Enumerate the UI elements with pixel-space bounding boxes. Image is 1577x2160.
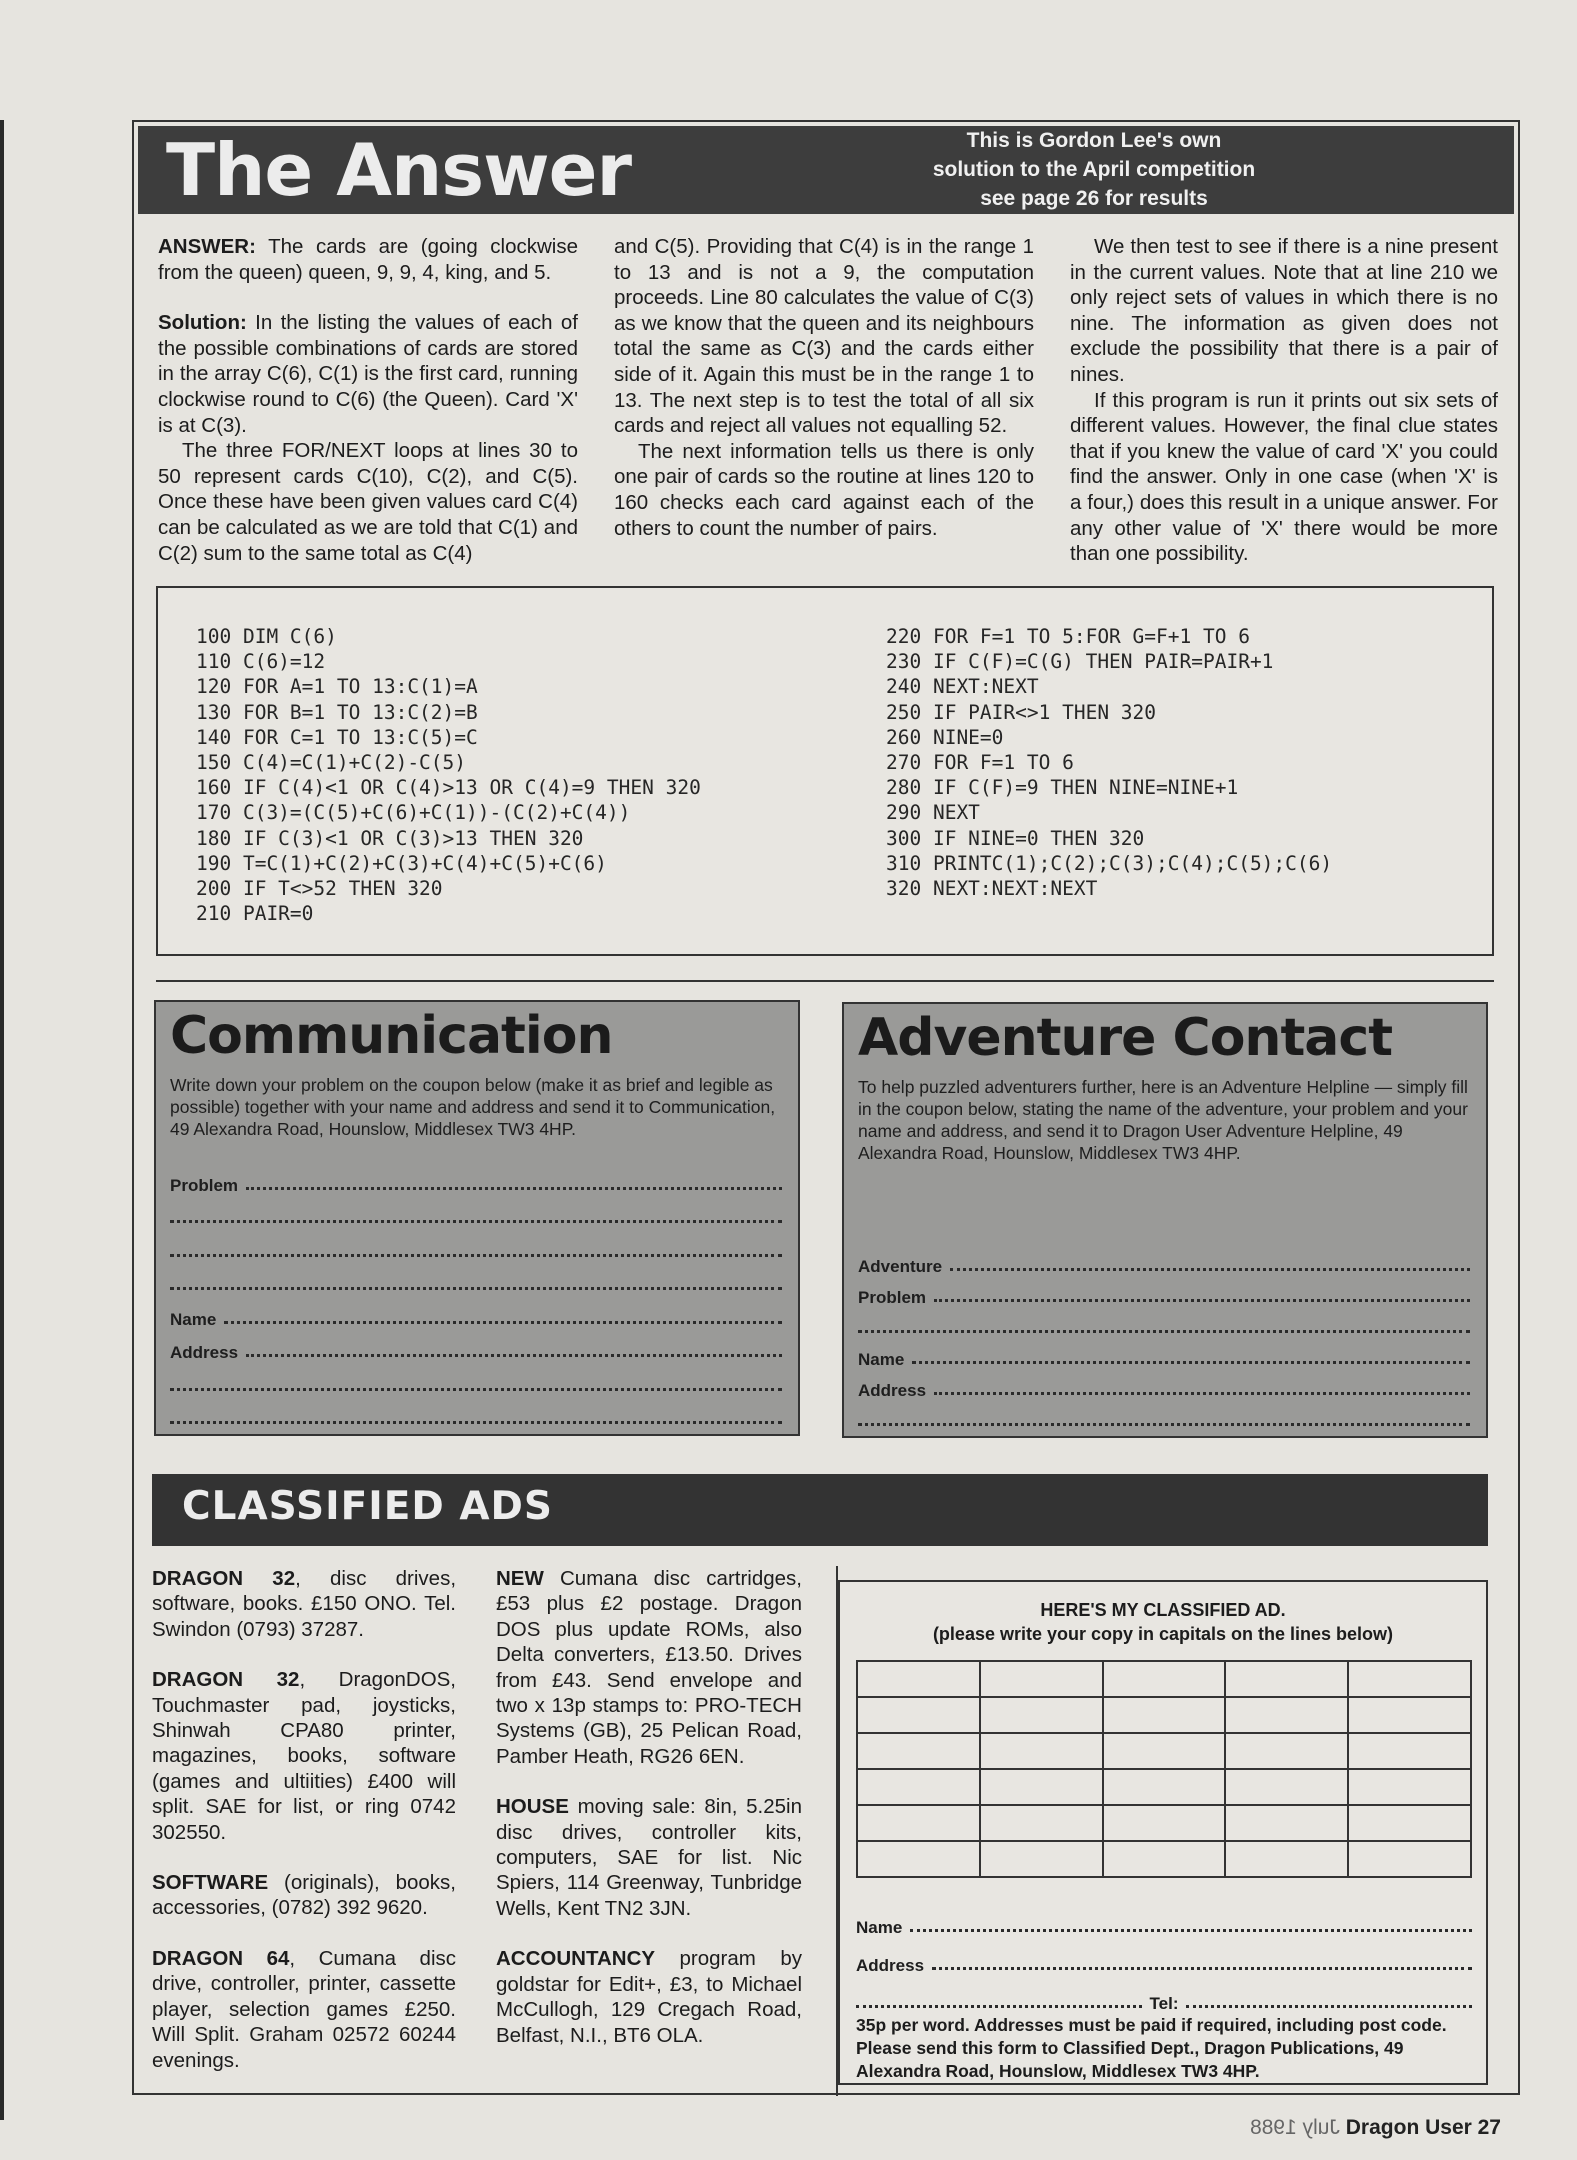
problem-field[interactable] <box>170 1162 782 1196</box>
word-cell[interactable] <box>1348 1805 1471 1841</box>
address-label: Address <box>856 1956 925 1975</box>
word-cell[interactable] <box>1225 1841 1348 1877</box>
word-cell[interactable] <box>1103 1805 1226 1841</box>
communication-coupon <box>154 1000 800 1436</box>
tel-label: Tel: <box>1149 1994 1179 2013</box>
problem-line[interactable] <box>170 1229 782 1263</box>
answer-header <box>138 126 1514 214</box>
dotted-line <box>934 1392 1470 1395</box>
classified-header <box>152 1474 1488 1546</box>
name-field[interactable] <box>856 1900 1472 1938</box>
dotted-line <box>246 1187 782 1190</box>
address-label: Address <box>858 1381 927 1400</box>
name-field[interactable] <box>858 1339 1470 1370</box>
subtitle-line: see page 26 for results <box>980 187 1208 210</box>
dotted-line <box>858 1330 1470 1333</box>
name-label: Name <box>856 1918 903 1937</box>
word-cell[interactable] <box>1103 1733 1226 1769</box>
loops-paragraph: The three FOR/NEXT loops at lines 30 to 50 represent cards C(10), C(2), and C(5). Once these have been given values card C(4) can be calculated as we are told that C(1) and C(2) sum to the same total as C(4) <box>158 439 578 565</box>
word-cell[interactable] <box>1348 1733 1471 1769</box>
subtitle-line: This is Gordon Lee's own <box>966 129 1222 152</box>
ad-text: moving sale: 8in, 5.25in disc drives, controller kits, computers, SAE for list. Nic Spiers, 114 Greenway, Tunbridge Wells, Kent TN2 3JN. <box>496 1795 802 1920</box>
ad-lead: HOUSE <box>496 1795 569 1819</box>
ad-lead: ACCOUNTANCY <box>496 1947 656 1971</box>
word-cell[interactable] <box>1348 1661 1471 1697</box>
address-line[interactable] <box>858 1401 1470 1432</box>
address-label: Address <box>170 1343 239 1362</box>
section-divider <box>156 980 1494 982</box>
nine-paragraph: We then test to see if there is a nine present in the current values. Note that at line 210 we only reject sets of values in which there is no nine. The information as given does not exclude the possibility that there is a pair of nines. <box>1070 235 1498 386</box>
classified-ad <box>152 1566 456 1642</box>
word-cell[interactable] <box>1103 1841 1226 1877</box>
ads-column-2 <box>496 1566 802 2073</box>
word-cell[interactable] <box>980 1841 1103 1877</box>
classified-ad <box>496 1794 802 1921</box>
dotted-line <box>170 1421 782 1424</box>
word-cell[interactable] <box>980 1733 1103 1769</box>
answer-subtitle <box>914 126 1274 213</box>
ad-text: , Cumana disc drive, controller, printer, cassette player, selection games £250. Will Split. Graham 02572 60244 evenings. <box>152 1946 457 2072</box>
dotted-line <box>170 1287 782 1290</box>
ad-text: (originals), books, accessories, (0782) 392 9620. <box>152 1871 456 1920</box>
adventure-field[interactable] <box>858 1246 1470 1277</box>
word-cell[interactable] <box>857 1733 980 1769</box>
word-cell[interactable] <box>1225 1697 1348 1733</box>
word-cell[interactable] <box>857 1841 980 1877</box>
ad-text: , disc drives, software, books. £150 ONO. Tel. Swindon (0793) 37287. <box>152 1567 457 1641</box>
page-edge <box>0 120 4 2120</box>
answer-column-3 <box>1070 234 1498 567</box>
name-label: Name <box>858 1350 905 1369</box>
problem-label: Problem <box>170 1175 239 1195</box>
ad-text: Cumana disc cartridges, £53 plus £2 postage. Dragon DOS plus update ROMs, also Delta converters, £13.50. Drives from £43. Send envelope and two x 13p stamps to: PRO-TECH Systems (GB), 25 Pelican Road, Pamber Heath, RG26 6EN. <box>496 1567 802 1768</box>
classified-ad <box>496 1946 802 2048</box>
dotted-line <box>246 1354 782 1357</box>
classified-ad <box>152 1946 456 2073</box>
word-cell[interactable] <box>857 1769 980 1805</box>
classified-ad <box>152 1870 456 1921</box>
adventure-coupon <box>842 1002 1488 1438</box>
order-heading: HERE'S MY CLASSIFIED AD. <box>1040 1600 1286 1620</box>
dotted-line <box>932 1967 1472 1970</box>
dotted-line <box>934 1299 1470 1302</box>
answer-column-2 <box>614 234 1034 541</box>
name-label: Name <box>170 1309 217 1329</box>
dotted-line <box>224 1321 782 1324</box>
ad-lead: DRAGON 32 <box>152 1567 296 1590</box>
solution-text: In the listing the values of each of the possible combinations of cards are stored in the array C(6), C(1) is the first card, running clockwise round to C(6) (the Queen). Card 'X' is at C(3). <box>158 311 578 437</box>
problem-line[interactable] <box>858 1308 1470 1339</box>
word-cell[interactable] <box>1348 1841 1471 1877</box>
program-listing <box>156 586 1494 956</box>
ad-lead: DRAGON 32 <box>152 1668 300 1692</box>
communication-fields <box>170 1162 782 1430</box>
word-cell[interactable] <box>1225 1661 1348 1697</box>
word-cell[interactable] <box>1225 1769 1348 1805</box>
word-cell[interactable] <box>980 1769 1103 1805</box>
folio: Dragon User 27 <box>1345 2116 1501 2139</box>
dotted-line <box>858 1423 1470 1426</box>
address-field[interactable] <box>858 1370 1470 1401</box>
word-cell[interactable] <box>980 1805 1103 1841</box>
dotted-line <box>912 1361 1470 1364</box>
adventure-title: Adventure Contact <box>858 1008 1393 1068</box>
dotted-line <box>1186 2005 1472 2008</box>
address-line[interactable] <box>170 1397 782 1431</box>
dotted-line <box>170 1388 782 1391</box>
adventure-fields <box>858 1246 1470 1432</box>
communication-description: Write down your problem on the coupon below (make it as brief and legible as possible) together with your name and address and send it to Communication, 49 Alexandra Road, Hounslow, Middlesex TW3 4HP. <box>170 1075 776 1139</box>
word-cell[interactable] <box>980 1697 1103 1733</box>
classified-ad <box>152 1667 456 1845</box>
answer-columns <box>158 234 1498 574</box>
classified-order-form <box>838 1580 1488 2085</box>
pairs-paragraph: The next information tells us there is only one pair of cards so the routine at lines 120 to 160 checks each card against each of the others to count the number of pairs. <box>614 439 1034 540</box>
classified-ad <box>496 1566 802 1769</box>
ad-lead: SOFTWARE <box>152 1871 269 1895</box>
communication-title: Communication <box>170 1006 613 1066</box>
solution-lead: Solution: <box>158 311 247 335</box>
page-footer <box>1250 2116 1501 2140</box>
ad-lead: NEW <box>496 1567 544 1590</box>
answer-column-1 <box>158 234 578 566</box>
answer-title: The Answer <box>166 128 631 212</box>
subtitle-line: solution to the April competition <box>932 158 1256 181</box>
word-cell[interactable] <box>857 1697 980 1733</box>
dotted-line <box>170 1220 782 1223</box>
word-cell[interactable] <box>1225 1805 1348 1841</box>
ad-text: , DragonDOS, Touchmaster pad, joysticks, Shinwah CPA80 printer, magazines, books, software (games and ultiities) £400 will split. SAE for list, or ring 0742 302550. <box>152 1668 457 1844</box>
word-cell[interactable] <box>980 1661 1103 1697</box>
order-note: 35p per word. Addresses must be paid if required, including post code. Please send this form to Classified Dept., Dragon Publications, 49 Alexandra Road, Hounslow, Middlesex TW3 4HP. <box>856 2015 1447 2081</box>
order-subheading: (please write your copy in capitals on the lines below) <box>932 1624 1394 1644</box>
problem-line[interactable] <box>170 1263 782 1297</box>
word-cell[interactable] <box>857 1661 980 1697</box>
problem-field[interactable] <box>858 1277 1470 1308</box>
word-cell[interactable] <box>1103 1769 1226 1805</box>
answer-lead: ANSWER: <box>158 235 256 258</box>
ad-text: program by goldstar for Edit+, £3, to Michael McCullogh, 129 Cregach Road, Belfast, N.I., BT6 OLA. <box>496 1947 802 2047</box>
ad-lead: DRAGON 64 <box>152 1946 290 1970</box>
word-grid <box>856 1660 1472 1878</box>
word-cell[interactable] <box>1103 1697 1226 1733</box>
answer-paragraph <box>158 234 578 285</box>
order-fields <box>856 1900 1472 2014</box>
order-form-heading <box>840 1598 1486 1646</box>
dotted-line <box>910 1929 1472 1932</box>
word-cell[interactable] <box>1348 1697 1471 1733</box>
classified-title: CLASSIFIED ADS <box>182 1484 553 1529</box>
problem-line[interactable] <box>170 1196 782 1230</box>
dotted-line <box>856 2005 1142 2008</box>
word-cell[interactable] <box>1348 1769 1471 1805</box>
problem-label: Problem <box>858 1288 927 1307</box>
word-cell[interactable] <box>1103 1661 1226 1697</box>
dotted-line <box>950 1268 1470 1271</box>
word-cell[interactable] <box>1225 1733 1348 1769</box>
result-paragraph: If this program is run it prints out six sets of different values. However, the final clue states that if you knew the value of card 'X' you could find the answer. Only in one case (when 'X' is a four,) does this result in a unique answer. For any other value of 'X' there would be more than one possibility. <box>1070 388 1498 566</box>
bleed-through-text: July 1988 <box>1249 2116 1340 2139</box>
address-field[interactable] <box>856 1938 1472 1976</box>
dotted-line <box>170 1254 782 1257</box>
listing-left: 100 DIM C(6) 110 C(6)=12 120 FOR A=1 TO 13:C(1)=A 130 FOR B=1 TO 13:C(2)=B 140 FOR C=1 TO 13:C(5)=C 150 C(4)=C(1)+C(2)-C(5) 160 IF C(4)<1 OR C(4)>13 OR C(4)=9 THEN 320 170 C(3)=(C(5)+C(6)+C(1))-(C(2)+C(4)) 180 IF C(3)<1 OR C(3)>13 THEN 320 190 T=C(1)+C(2)+C(3)+C(4)+C(5)+C(6) 200 IF T<>52 THEN 320 210 PAIR=0 <box>196 625 701 926</box>
word-cell[interactable] <box>857 1805 980 1841</box>
adventure-label: Adventure <box>858 1257 943 1276</box>
range-paragraph: and C(5). Providing that C(4) is in the range 1 to 13 and is not a 9, the computation proceeds. Line 80 calculates the value of C(3) as we know that the queen and its neighbours total the same as C(3) and the cards either side of it. Again this must be in the range 1 to 13. The next step is to test the total of all six cards and reject all values not equalling 52. <box>614 235 1034 438</box>
address-field[interactable] <box>170 1330 782 1364</box>
name-field[interactable] <box>170 1296 782 1330</box>
address-line[interactable] <box>170 1363 782 1397</box>
adventure-description: To help puzzled adventurers further, here is an Adventure Helpline — simply fill in the coupon below, stating the name of the adventure, your problem and your name and address, and send it to Dragon User Adventure Helpline, 49 Alexandra Road, Hounslow, Middlesex TW3 4HP. <box>858 1077 1468 1163</box>
answer-text: The cards are (going clockwise from the queen) queen, 9, 9, 4, king, and 5. <box>158 235 578 284</box>
address-tel-row[interactable] <box>856 1976 1472 2014</box>
solution-paragraph <box>158 310 578 438</box>
listing-right: 220 FOR F=1 TO 5:FOR G=F+1 TO 6 230 IF C(F)=C(G) THEN PAIR=PAIR+1 240 NEXT:NEXT 250 IF PAIR<>1 THEN 320 260 NINE=0 270 FOR F=1 TO 6 280 IF C(F)=9 THEN NINE=NINE+1 290 NEXT 300 IF NINE=0 THEN 320 310 PRINTC(1);C(2);C(3);C(4);C(5);C(6) 320 NEXT:NEXT:NEXT <box>886 625 1333 901</box>
ads-column-1 <box>152 1566 456 2098</box>
